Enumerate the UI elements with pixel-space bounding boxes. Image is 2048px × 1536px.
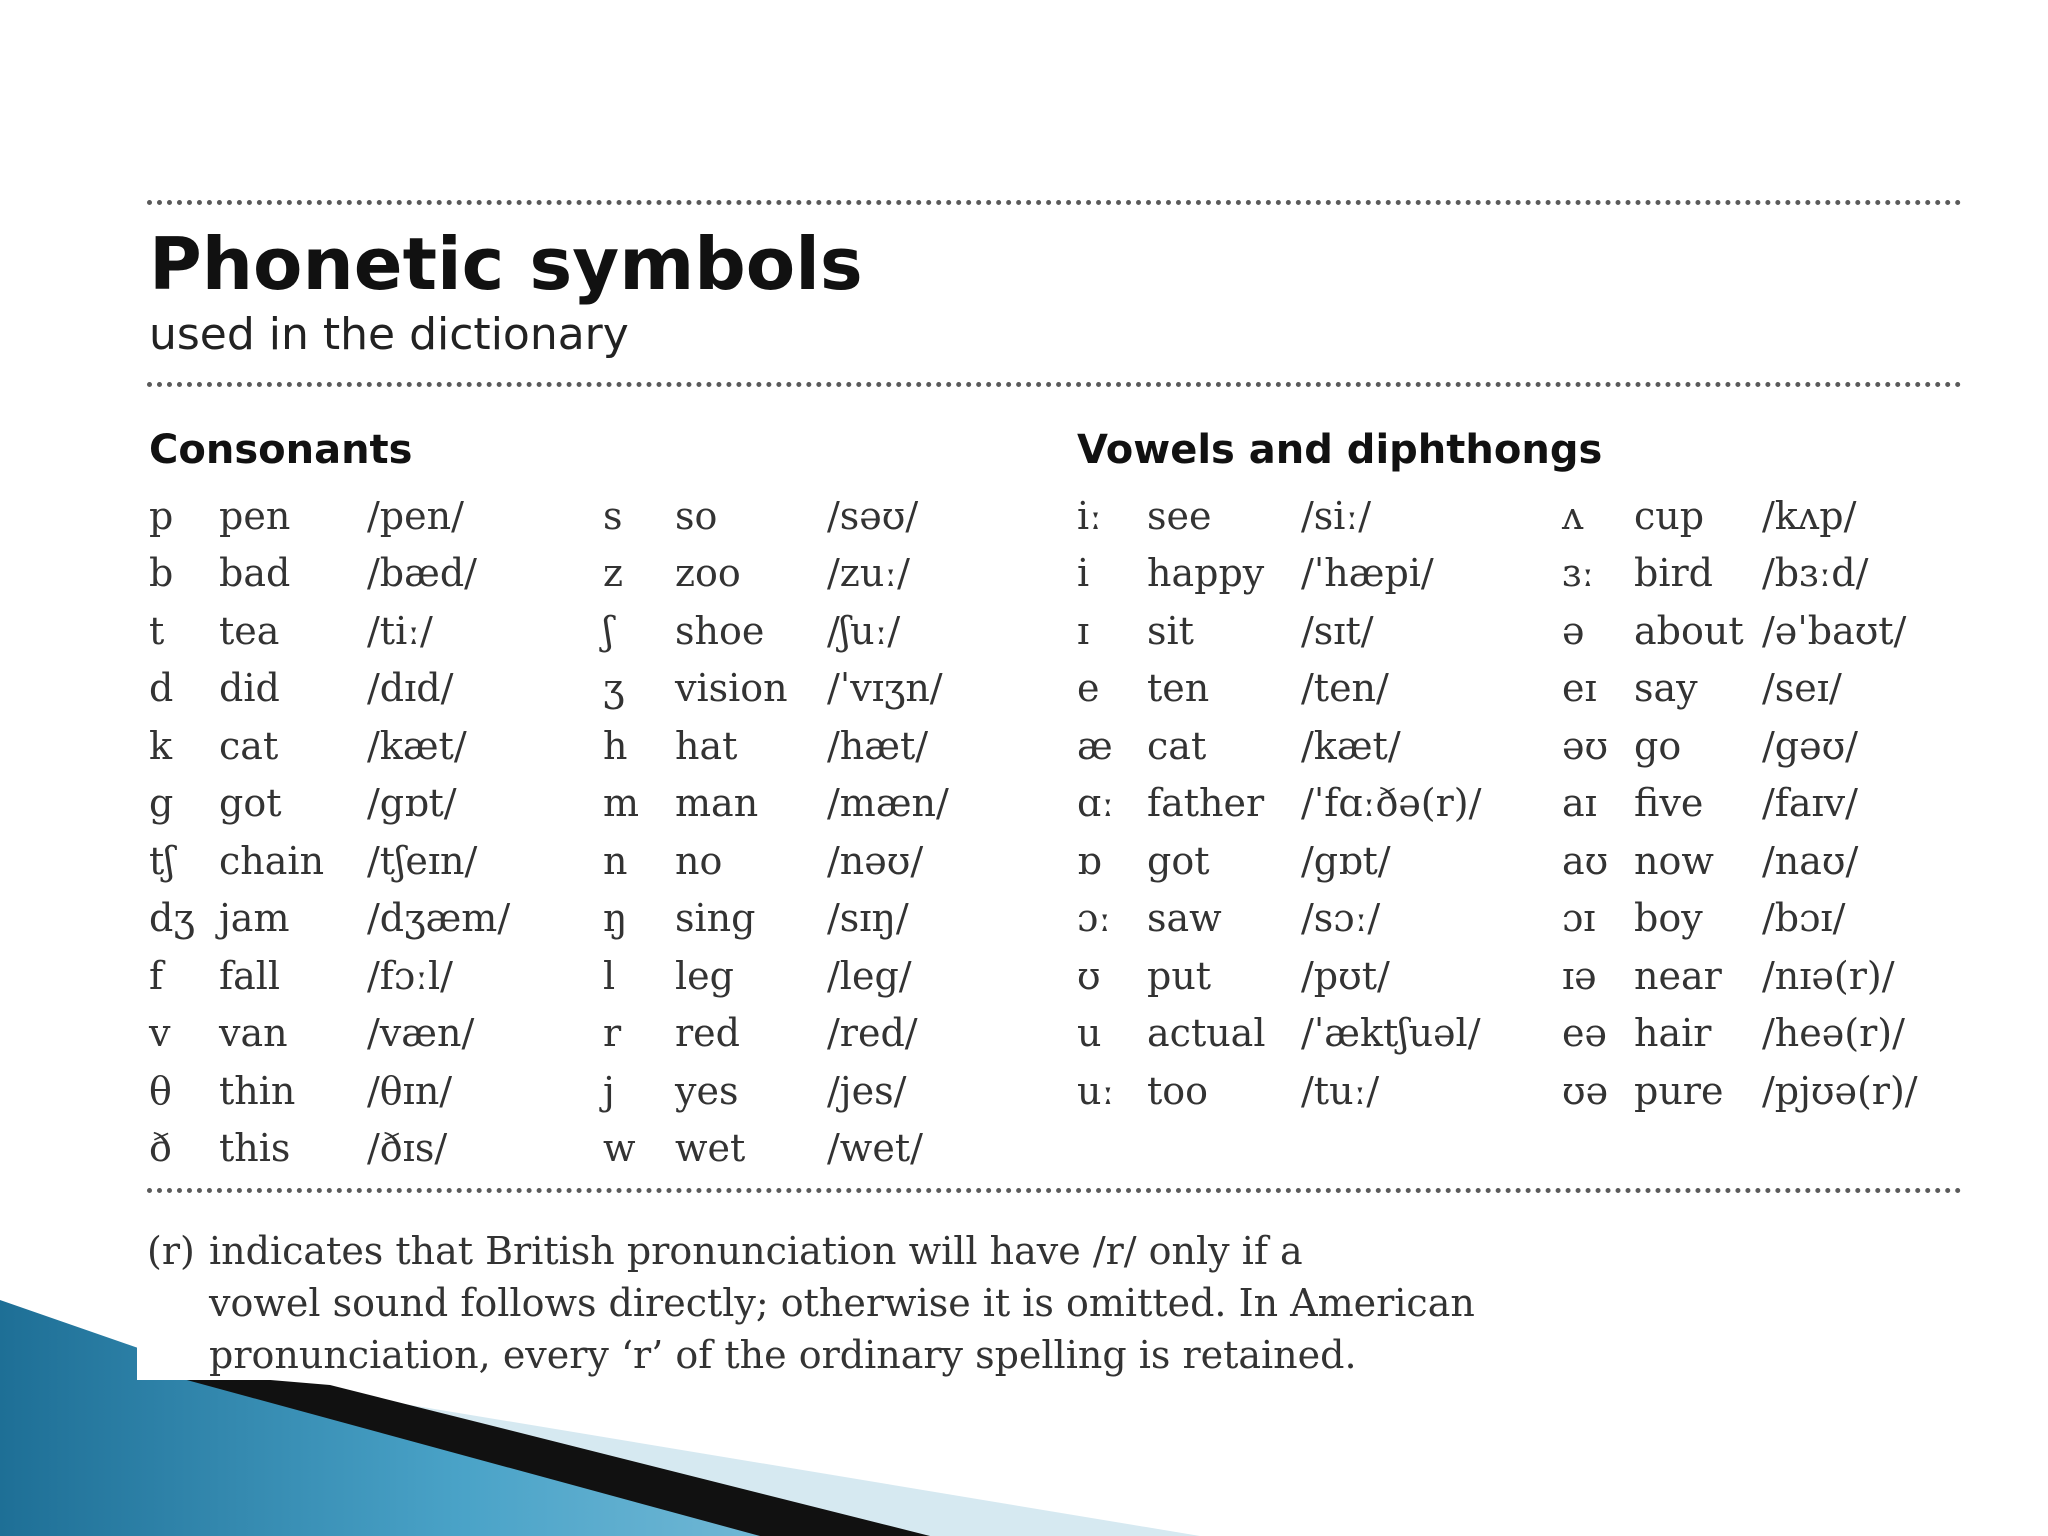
example-word: father xyxy=(1147,781,1265,826)
page-subtitle: used in the dictionary xyxy=(149,309,629,360)
symbol-row xyxy=(603,602,949,660)
transcription: /bɔɪ/ xyxy=(1762,896,1846,941)
symbol-row xyxy=(149,545,510,603)
transcription: /pen/ xyxy=(367,493,464,538)
example-word: happy xyxy=(1147,551,1265,596)
transcription: /seɪ/ xyxy=(1762,666,1842,711)
transcription: /ʃuː/ xyxy=(827,608,901,653)
symbol-row xyxy=(1562,832,1918,890)
symbol-row xyxy=(1562,545,1918,603)
phonetic-symbol: eə xyxy=(1562,1011,1607,1056)
note-line: indicates that British pronunciation will have /r/ only if a xyxy=(209,1229,1303,1273)
phonetic-symbol: aʊ xyxy=(1562,838,1609,883)
transcription: /gɒt/ xyxy=(367,781,457,826)
note-marker: (r) xyxy=(147,1229,195,1273)
symbol-row xyxy=(149,890,510,948)
transcription: /bæd/ xyxy=(367,551,477,596)
transcription: /dʒæm/ xyxy=(367,896,511,941)
symbol-row xyxy=(149,602,510,660)
transcription: /gɒt/ xyxy=(1301,838,1391,883)
transcription: /ˈfɑːðə(r)/ xyxy=(1301,781,1482,826)
transcription: /dɪd/ xyxy=(367,666,454,711)
dotted-divider xyxy=(147,1188,1962,1193)
symbol-row xyxy=(1077,1005,1481,1063)
transcription: /ˈæktʃuəl/ xyxy=(1301,1011,1481,1056)
example-word: jam xyxy=(219,896,290,941)
phonetic-symbol: ʌ xyxy=(1562,493,1584,538)
example-word: actual xyxy=(1147,1011,1266,1056)
transcription: /bɜːd/ xyxy=(1762,551,1869,596)
phonetic-symbol: ɑː xyxy=(1077,781,1115,826)
symbol-row xyxy=(603,832,949,890)
pronunciation-note xyxy=(147,1225,1647,1381)
transcription: /səʊ/ xyxy=(827,493,919,538)
phonetic-symbol: e xyxy=(1077,666,1100,711)
phonetic-symbol: eɪ xyxy=(1562,666,1597,711)
symbol-row xyxy=(1077,947,1481,1005)
example-word: sit xyxy=(1147,608,1194,653)
consonants-column-right xyxy=(603,487,949,1177)
symbol-row xyxy=(149,487,510,545)
symbol-row xyxy=(149,1120,510,1178)
phonetic-symbol: ə xyxy=(1562,608,1585,653)
transcription: /jes/ xyxy=(827,1068,907,1113)
symbol-row xyxy=(149,1062,510,1120)
phonetic-symbol: ɔɪ xyxy=(1562,896,1596,941)
example-word: five xyxy=(1634,781,1704,826)
transcription: /pʊt/ xyxy=(1301,953,1390,998)
transcription: /θɪn/ xyxy=(367,1068,453,1113)
transcription: /sɔː/ xyxy=(1301,896,1381,941)
symbol-row xyxy=(603,1120,949,1178)
symbol-row xyxy=(1077,832,1481,890)
symbol-row xyxy=(603,487,949,545)
transcription: /fɔːl/ xyxy=(367,953,453,998)
phonetic-symbol: ð xyxy=(149,1126,172,1171)
phonetic-symbol: æ xyxy=(1077,723,1113,768)
transcription: /leg/ xyxy=(827,953,912,998)
example-word: sing xyxy=(675,896,756,941)
phonetic-symbol: k xyxy=(149,723,173,768)
example-word: man xyxy=(675,781,759,826)
symbol-row xyxy=(1077,660,1481,718)
phonetic-symbol: l xyxy=(603,953,616,998)
symbol-row xyxy=(1562,890,1918,948)
example-word: cat xyxy=(219,723,279,768)
phonetic-symbol: ɒ xyxy=(1077,838,1102,883)
example-word: this xyxy=(219,1126,291,1171)
dotted-divider xyxy=(147,200,1962,205)
symbol-row xyxy=(1562,947,1918,1005)
symbol-row xyxy=(1562,1005,1918,1063)
symbol-row xyxy=(1562,660,1918,718)
example-word: too xyxy=(1147,1068,1209,1113)
example-word: bad xyxy=(219,551,291,596)
symbol-row xyxy=(1077,1062,1481,1120)
example-word: hat xyxy=(675,723,738,768)
example-word: pen xyxy=(219,493,291,538)
phonetic-symbol: tʃ xyxy=(149,838,175,883)
vowels-column-right xyxy=(1562,487,1918,1120)
page-title: Phonetic symbols xyxy=(149,222,863,306)
phonetic-symbol: ɪə xyxy=(1562,953,1597,998)
phonetic-symbol: h xyxy=(603,723,628,768)
example-word: see xyxy=(1147,493,1212,538)
phonetic-symbol: ɔː xyxy=(1077,896,1112,941)
symbol-row xyxy=(1562,1062,1918,1120)
symbol-row xyxy=(603,545,949,603)
example-word: about xyxy=(1634,608,1744,653)
symbol-row xyxy=(1077,487,1481,545)
example-word: cat xyxy=(1147,723,1207,768)
phonetic-symbol: n xyxy=(603,838,628,883)
symbol-row xyxy=(1077,775,1481,833)
example-word: red xyxy=(675,1011,740,1056)
example-word: so xyxy=(675,493,718,538)
transcription: /ten/ xyxy=(1301,666,1389,711)
example-word: near xyxy=(1634,953,1722,998)
transcription: /hæt/ xyxy=(827,723,929,768)
phonetic-symbol: j xyxy=(603,1068,615,1113)
example-word: cup xyxy=(1634,493,1705,538)
phonetic-symbol: aɪ xyxy=(1562,781,1597,826)
note-text xyxy=(147,1225,1647,1381)
example-word: tea xyxy=(219,608,280,653)
example-word: boy xyxy=(1634,896,1703,941)
vowels-column-left xyxy=(1077,487,1481,1120)
example-word: chain xyxy=(219,838,325,883)
symbol-row xyxy=(603,775,949,833)
transcription: /sɪŋ/ xyxy=(827,896,909,941)
symbol-row xyxy=(1077,890,1481,948)
transcription: /heə(r)/ xyxy=(1762,1011,1905,1056)
transcription: /gəʊ/ xyxy=(1762,723,1858,768)
symbol-row xyxy=(603,1005,949,1063)
example-word: fall xyxy=(219,953,281,998)
example-word: did xyxy=(219,666,280,711)
example-word: put xyxy=(1147,953,1212,998)
transcription: /kæt/ xyxy=(367,723,467,768)
transcription: /tuː/ xyxy=(1301,1068,1380,1113)
phonetic-symbol: i xyxy=(1077,551,1090,596)
phonetic-chart-document xyxy=(137,190,1962,1380)
symbol-row xyxy=(1562,487,1918,545)
transcription: /tʃeɪn/ xyxy=(367,838,478,883)
example-word: hair xyxy=(1634,1011,1712,1056)
example-word: ten xyxy=(1147,666,1210,711)
transcription: /pjʊə(r)/ xyxy=(1762,1068,1918,1113)
example-word: shoe xyxy=(675,608,765,653)
phonetic-symbol: m xyxy=(603,781,640,826)
transcription: /nɪə(r)/ xyxy=(1762,953,1895,998)
example-word: van xyxy=(219,1011,288,1056)
transcription: /əˈbaʊt/ xyxy=(1762,608,1907,653)
phonetic-symbol: θ xyxy=(149,1068,172,1113)
phonetic-symbol: g xyxy=(149,781,174,826)
transcription: /sɪt/ xyxy=(1301,608,1374,653)
transcription: /væn/ xyxy=(367,1011,475,1056)
example-word: yes xyxy=(675,1068,739,1113)
phonetic-symbol: ɪ xyxy=(1077,608,1090,653)
symbol-row xyxy=(149,947,510,1005)
symbol-row xyxy=(1077,717,1481,775)
phonetic-symbol: f xyxy=(149,953,164,998)
phonetic-symbol: s xyxy=(603,493,623,538)
transcription: /naʊ/ xyxy=(1762,838,1859,883)
symbol-row xyxy=(1077,602,1481,660)
phonetic-symbol: d xyxy=(149,666,174,711)
transcription: /kæt/ xyxy=(1301,723,1401,768)
transcription: /mæn/ xyxy=(827,781,949,826)
phonetic-symbol: dʒ xyxy=(149,896,195,941)
example-word: saw xyxy=(1147,896,1222,941)
phonetic-symbol: v xyxy=(149,1011,171,1056)
example-word: leg xyxy=(675,953,734,998)
transcription: /tiː/ xyxy=(367,608,433,653)
phonetic-symbol: r xyxy=(603,1011,622,1056)
phonetic-symbol: z xyxy=(603,551,624,596)
symbol-row xyxy=(603,717,949,775)
dotted-divider xyxy=(147,382,1962,387)
symbol-row xyxy=(149,832,510,890)
note-line: pronunciation, every ‘r’ of the ordinary spelling is retained. xyxy=(209,1333,1357,1377)
phonetic-symbol: ʃ xyxy=(603,608,614,653)
phonetic-symbol: ŋ xyxy=(603,896,628,941)
example-word: thin xyxy=(219,1068,296,1113)
phonetic-symbol: w xyxy=(603,1126,636,1171)
example-word: now xyxy=(1634,838,1714,883)
phonetic-symbol: u xyxy=(1077,1011,1102,1056)
transcription: /ðɪs/ xyxy=(367,1126,448,1171)
example-word: say xyxy=(1634,666,1698,711)
phonetic-symbol: uː xyxy=(1077,1068,1115,1113)
example-word: got xyxy=(219,781,282,826)
example-word: vision xyxy=(675,666,788,711)
transcription: /ˈhæpi/ xyxy=(1301,551,1434,596)
symbol-row xyxy=(149,1005,510,1063)
example-word: bird xyxy=(1634,551,1713,596)
transcription: /kʌp/ xyxy=(1762,493,1857,538)
consonants-heading: Consonants xyxy=(149,427,413,473)
phonetic-symbol: b xyxy=(149,551,174,596)
phonetic-symbol: p xyxy=(149,493,174,538)
transcription: /faɪv/ xyxy=(1762,781,1858,826)
phonetic-symbol: əʊ xyxy=(1562,723,1609,768)
symbol-row xyxy=(149,660,510,718)
symbol-row xyxy=(1562,775,1918,833)
example-word: pure xyxy=(1634,1068,1724,1113)
symbol-row xyxy=(603,660,949,718)
phonetic-symbol: ɜː xyxy=(1562,551,1595,596)
transcription: /nəʊ/ xyxy=(827,838,924,883)
example-word: go xyxy=(1634,723,1682,768)
vowels-heading: Vowels and diphthongs xyxy=(1077,427,1603,473)
consonants-column-left xyxy=(149,487,510,1177)
example-word: wet xyxy=(675,1126,746,1171)
transcription: /red/ xyxy=(827,1011,918,1056)
symbol-row xyxy=(603,890,949,948)
transcription: /wet/ xyxy=(827,1126,923,1171)
symbol-row xyxy=(1562,717,1918,775)
transcription: /ˈvɪʒn/ xyxy=(827,666,943,711)
example-word: zoo xyxy=(675,551,741,596)
phonetic-symbol: t xyxy=(149,608,165,653)
phonetic-symbol: ʊ xyxy=(1077,953,1101,998)
symbol-row xyxy=(149,775,510,833)
symbol-row xyxy=(603,947,949,1005)
phonetic-symbol: ʊə xyxy=(1562,1068,1609,1113)
transcription: /zuː/ xyxy=(827,551,910,596)
symbol-row xyxy=(149,717,510,775)
transcription: /siː/ xyxy=(1301,493,1372,538)
example-word: no xyxy=(675,838,723,883)
symbol-row xyxy=(1562,602,1918,660)
symbol-row xyxy=(1077,545,1481,603)
example-word: got xyxy=(1147,838,1210,883)
phonetic-symbol: iː xyxy=(1077,493,1102,538)
symbol-row xyxy=(603,1062,949,1120)
note-line: vowel sound follows directly; otherwise it is omitted. In American xyxy=(209,1281,1475,1325)
phonetic-symbol: ʒ xyxy=(603,666,625,711)
